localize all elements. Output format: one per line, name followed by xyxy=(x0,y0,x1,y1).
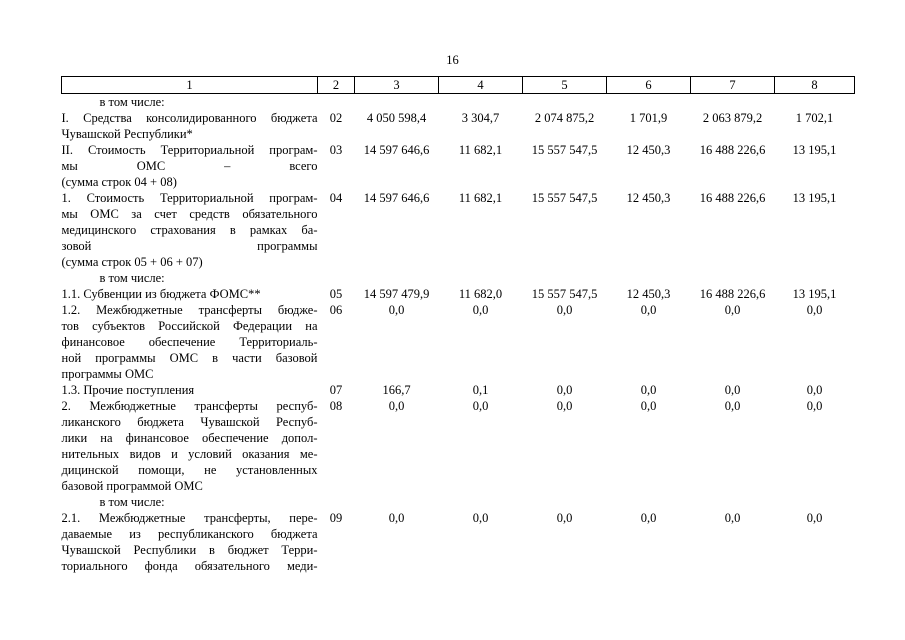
value-cell: 0,0 xyxy=(556,303,573,317)
row-description xyxy=(62,142,318,190)
column-header: 7 xyxy=(691,77,775,94)
row-code: 06 xyxy=(329,303,343,317)
description-line: (сумма строк 04 + 08) xyxy=(61,175,177,189)
row-description xyxy=(62,110,318,142)
value-cell: 14 597 646,6 xyxy=(363,143,430,157)
description-line: финансовое обеспечение Территориаль- xyxy=(61,335,318,349)
column-header: 3 xyxy=(355,77,439,94)
value-cell: 1 701,9 xyxy=(629,111,668,125)
row-code xyxy=(318,270,355,286)
value-cell xyxy=(691,94,775,111)
value-cell: 11 682,1 xyxy=(458,143,503,157)
value-cell xyxy=(523,94,607,111)
table-row xyxy=(62,302,855,382)
description-line: 2.1. Межбюджетные трансферты, пере- xyxy=(61,511,318,525)
row-description xyxy=(62,494,318,510)
value-cell: 0,0 xyxy=(806,399,823,413)
description-line: мы ОМС за счет средств обязательного xyxy=(61,207,318,221)
value-cell xyxy=(439,94,523,111)
row-code: 03 xyxy=(329,143,343,157)
value-cell: 11 682,1 xyxy=(458,191,503,205)
value-cell: 12 450,3 xyxy=(626,287,671,301)
description-line: зовой программы xyxy=(61,239,318,253)
description-line: Чувашской Республики в бюджет Терри- xyxy=(61,543,318,557)
description-line: нительных видов и условий оказания ме- xyxy=(61,447,318,461)
value-cell: 0,0 xyxy=(388,399,405,413)
row-description xyxy=(62,302,318,382)
value-cell: 0,0 xyxy=(556,511,573,525)
description-line: в том числе: xyxy=(99,271,165,285)
column-header: 8 xyxy=(775,77,855,94)
value-cell xyxy=(355,94,439,111)
value-cell: 14 597 646,6 xyxy=(363,191,430,205)
description-line: тов субъектов Российской Федерации на xyxy=(61,319,318,333)
row-description xyxy=(62,94,318,111)
page-number: 16 xyxy=(446,53,459,67)
description-line: в том числе: xyxy=(99,95,165,109)
description-line: ликанского бюджета Чувашской Респуб- xyxy=(61,415,318,429)
header-row xyxy=(62,77,855,94)
table-row xyxy=(62,142,855,190)
value-cell: 3 304,7 xyxy=(461,111,500,125)
value-cell: 15 557 547,5 xyxy=(531,287,598,301)
column-header: 6 xyxy=(607,77,691,94)
description-line: даваемые из республиканского бюджета xyxy=(61,527,318,541)
row-code: 07 xyxy=(329,383,343,397)
value-cell: 0,0 xyxy=(472,511,489,525)
row-code xyxy=(318,494,355,510)
value-cell xyxy=(523,494,607,510)
description-line: в том числе: xyxy=(99,495,165,509)
value-cell: 0,0 xyxy=(640,383,657,397)
value-cell: 13 195,1 xyxy=(792,287,837,301)
description-line: программы ОМС xyxy=(61,367,154,381)
value-cell: 13 195,1 xyxy=(792,143,837,157)
row-code: 05 xyxy=(329,287,343,301)
row-code: 04 xyxy=(329,191,343,205)
table-row xyxy=(62,94,855,111)
column-header: 5 xyxy=(523,77,607,94)
value-cell xyxy=(355,270,439,286)
value-cell: 12 450,3 xyxy=(626,143,671,157)
value-cell xyxy=(439,270,523,286)
description-line: Чувашской Республики* xyxy=(61,127,193,141)
table-row xyxy=(62,190,855,270)
description-line: I. Средства консолидированного бюджета xyxy=(61,111,318,125)
table-row xyxy=(62,398,855,494)
description-line: 1. Стоимость Территориальной програм- xyxy=(61,191,318,205)
table-row xyxy=(62,510,855,574)
budget-table xyxy=(61,76,855,574)
value-cell xyxy=(355,494,439,510)
description-line: медицинского страхования в рамках ба- xyxy=(61,223,318,237)
column-header: 4 xyxy=(439,77,523,94)
value-cell xyxy=(607,494,691,510)
value-cell xyxy=(691,494,775,510)
table-row xyxy=(62,110,855,142)
row-code: 02 xyxy=(329,111,343,125)
description-line: 1.1. Субвенции из бюджета ФОМС** xyxy=(61,287,261,301)
row-code xyxy=(318,94,355,111)
description-line: (сумма строк 05 + 06 + 07) xyxy=(61,255,203,269)
value-cell: 0,0 xyxy=(556,383,573,397)
row-description xyxy=(62,286,318,302)
value-cell: 0,1 xyxy=(472,383,489,397)
value-cell xyxy=(523,270,607,286)
value-cell: 0,0 xyxy=(724,383,741,397)
value-cell xyxy=(775,494,855,510)
description-line: базовой программой ОМС xyxy=(61,479,203,493)
value-cell xyxy=(607,270,691,286)
row-description xyxy=(62,398,318,494)
table-row xyxy=(62,382,855,398)
value-cell: 13 195,1 xyxy=(792,191,837,205)
description-line: II. Стоимость Территориальной програм- xyxy=(61,143,318,157)
table-row xyxy=(62,270,855,286)
value-cell: 0,0 xyxy=(472,399,489,413)
description-line: 1.2. Межбюджетные трансферты бюдже- xyxy=(61,303,318,317)
value-cell: 0,0 xyxy=(388,511,405,525)
table-row xyxy=(62,286,855,302)
value-cell xyxy=(775,270,855,286)
value-cell: 0,0 xyxy=(640,511,657,525)
value-cell: 0,0 xyxy=(724,303,741,317)
table-row xyxy=(62,494,855,510)
row-code: 08 xyxy=(329,399,343,413)
value-cell: 2 063 879,2 xyxy=(702,111,763,125)
value-cell: 16 488 226,6 xyxy=(699,287,766,301)
value-cell: 11 682,0 xyxy=(458,287,503,301)
value-cell: 166,7 xyxy=(382,383,411,397)
value-cell: 0,0 xyxy=(472,303,489,317)
value-cell: 4 050 598,4 xyxy=(366,111,427,125)
value-cell: 15 557 547,5 xyxy=(531,143,598,157)
value-cell: 0,0 xyxy=(806,303,823,317)
value-cell: 0,0 xyxy=(556,399,573,413)
row-description xyxy=(62,270,318,286)
description-line: ной программы ОМС в части базовой xyxy=(61,351,318,365)
value-cell: 0,0 xyxy=(724,511,741,525)
row-description xyxy=(62,190,318,270)
description-line: 1.3. Прочие поступления xyxy=(61,383,195,397)
value-cell: 0,0 xyxy=(806,383,823,397)
value-cell: 16 488 226,6 xyxy=(699,143,766,157)
column-header: 2 xyxy=(318,77,355,94)
description-line: дицинской помощи, не установленных xyxy=(61,463,318,477)
description-line: 2. Межбюджетные трансферты респуб- xyxy=(61,399,318,413)
value-cell: 0,0 xyxy=(640,303,657,317)
value-cell: 12 450,3 xyxy=(626,191,671,205)
value-cell xyxy=(607,94,691,111)
value-cell: 0,0 xyxy=(806,511,823,525)
description-line: мы ОМС – всего xyxy=(61,159,318,173)
value-cell: 0,0 xyxy=(640,399,657,413)
row-description xyxy=(62,510,318,574)
value-cell: 16 488 226,6 xyxy=(699,191,766,205)
value-cell: 0,0 xyxy=(388,303,405,317)
value-cell: 15 557 547,5 xyxy=(531,191,598,205)
value-cell xyxy=(691,270,775,286)
description-line: лики на финансовое обеспечение допол- xyxy=(61,431,318,445)
value-cell xyxy=(439,494,523,510)
value-cell: 1 702,1 xyxy=(795,111,834,125)
value-cell xyxy=(775,94,855,111)
row-code: 09 xyxy=(329,511,343,525)
row-description xyxy=(62,382,318,398)
value-cell: 0,0 xyxy=(724,399,741,413)
value-cell: 14 597 479,9 xyxy=(363,287,430,301)
column-header: 1 xyxy=(62,77,318,94)
description-line: ториального фонда обязательного меди- xyxy=(61,559,318,573)
value-cell: 2 074 875,2 xyxy=(534,111,595,125)
